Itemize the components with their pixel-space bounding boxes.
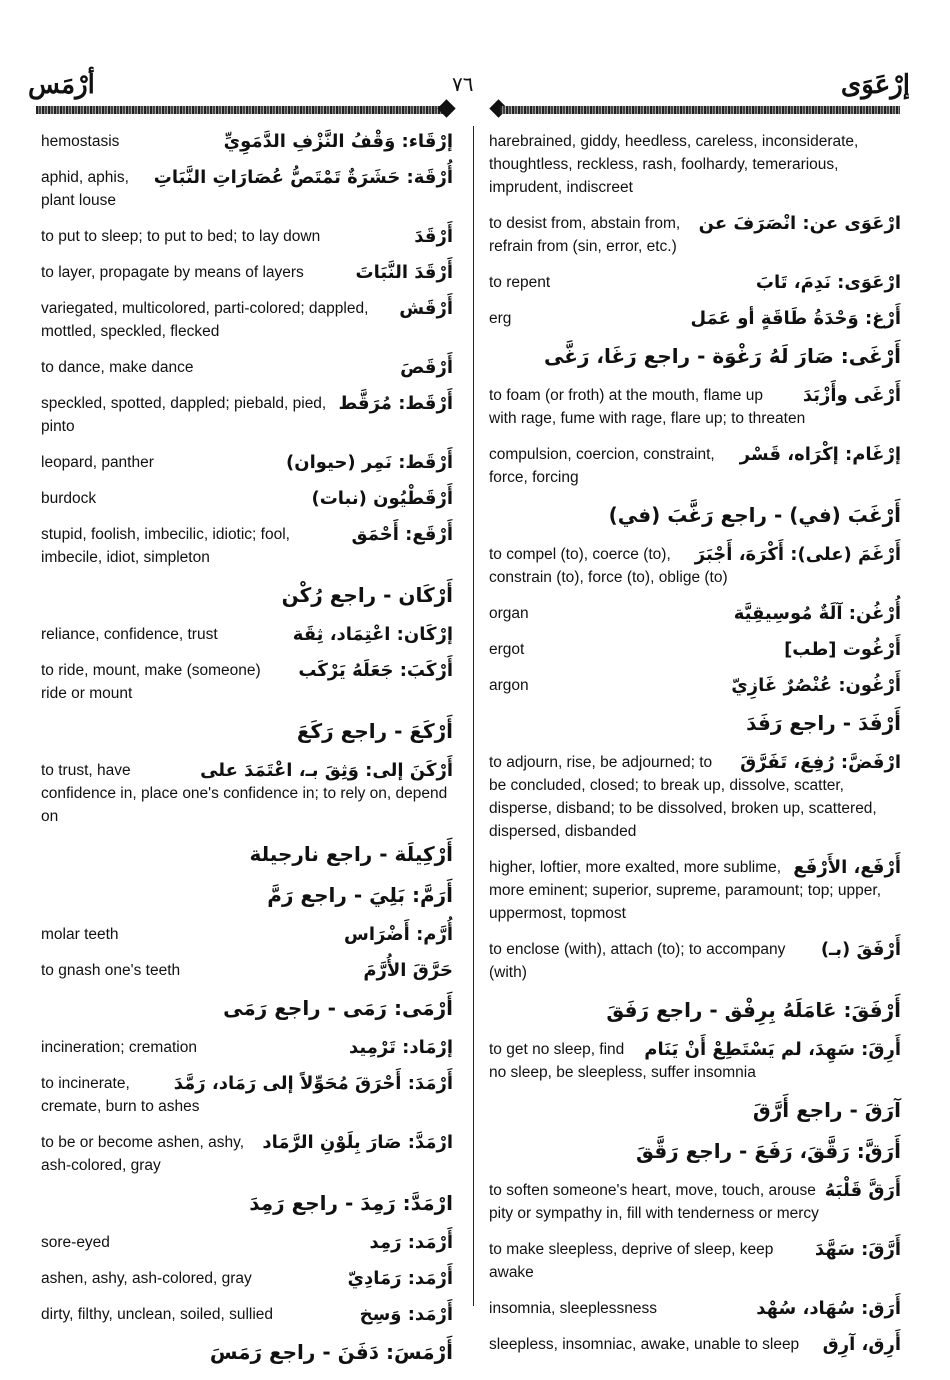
- arabic-headword: ارْعَوَى عن: انْصَرَفَ عن: [698, 213, 901, 234]
- english-definition: organ: [489, 605, 529, 622]
- english-definition: to ride, mount, make (someone) ride or mount: [41, 662, 261, 702]
- dictionary-entry: [489, 543, 901, 589]
- english-definition: to be or become ashen, ashy, ash-colored, gray: [41, 1134, 245, 1174]
- arabic-headword: أَرَّقَ: سَهَّدَ: [814, 1239, 901, 1260]
- arabic-headword: إرْمَاد: تَرْمِيد: [349, 1037, 453, 1058]
- arabic-headword: أَرْقَش: [399, 298, 453, 319]
- dictionary-entry: [41, 923, 453, 946]
- arabic-headword: أَرْقَصَ: [400, 357, 453, 378]
- arabic-headword: أَرْغَمَ (على): أَكْرَهَ، أَجْبَرَ: [694, 544, 901, 565]
- dictionary-entry: [489, 1097, 901, 1124]
- arabic-headword: أَرَمَّ: بَلِيَ - راجع رَمَّ: [267, 883, 453, 907]
- dictionary-entry: [489, 307, 901, 330]
- dictionary-entry: [489, 1333, 901, 1356]
- dictionary-entry: [489, 856, 901, 925]
- diamond-ornament-left: [437, 99, 455, 117]
- dictionary-entry: [489, 1297, 901, 1320]
- english-definition: leopard, panther: [41, 454, 154, 471]
- arabic-headword: أَرْقَدَ النَّبَاتَ: [355, 262, 453, 283]
- arabic-headword: أَرْكَبَ: جَعَلَهُ يَرْكَب: [298, 660, 453, 681]
- english-definition: reliance, confidence, trust: [41, 626, 218, 643]
- english-definition: higher, loftier, more exalted, more sublime, more eminent; superior, supreme, paramount; top; upper, uppermost, topmost: [489, 859, 882, 922]
- dictionary-entry: [41, 718, 453, 745]
- english-definition: ergot: [489, 641, 525, 658]
- arabic-headword: أَرْقَطْيُون (نبات): [311, 488, 453, 509]
- arabic-headword: أَرْقَط: نَمِر (حيوان): [286, 452, 453, 473]
- arabic-headword: أَرْمَد: رَمَادِيّ: [347, 1268, 453, 1289]
- arabic-headword: أَرْكَنَ إلى: وَثِقَ بـ، اعْتَمَدَ على: [200, 760, 453, 781]
- column-divider: [473, 126, 474, 1306]
- right-running-headword: إرْعَوَى: [840, 70, 910, 100]
- dictionary-entry: [489, 384, 901, 430]
- english-definition: to enclose (with), attach (to); to accompany (with): [489, 941, 786, 981]
- dictionary-entry: [489, 602, 901, 625]
- english-definition: variegated, multicolored, parti-colored; dappled, mottled, speckled, flecked: [41, 300, 369, 340]
- english-definition: to trust, have confidence in, place one's confidence in; to rely on, depend on: [41, 762, 448, 825]
- english-definition: insomnia, sleeplessness: [489, 1300, 658, 1317]
- english-definition: to compel (to), coerce (to), constrain (to), force (to), oblige (to): [489, 546, 728, 586]
- english-definition: to soften someone's heart, move, touch, arouse pity or sympathy in, fill with tenderness or mercy: [489, 1182, 819, 1222]
- page-header: [0, 60, 950, 120]
- left-column: [41, 130, 453, 1380]
- dictionary-entry: [489, 1038, 901, 1084]
- dictionary-entry: [41, 1303, 453, 1326]
- english-definition: incineration; cremation: [41, 1039, 197, 1056]
- english-definition: stupid, foolish, imbecilic, idiotic; fool, imbecile, idiot, simpleton: [41, 526, 290, 566]
- dictionary-entry: [489, 638, 901, 661]
- header-rule-left: [36, 106, 448, 114]
- dictionary-entry: [489, 212, 901, 258]
- english-definition: to make sleepless, deprive of sleep, keep awake: [489, 1241, 774, 1281]
- dictionary-entry: [41, 451, 453, 474]
- english-definition: to adjourn, rise, be adjourned; to be concluded, closed; to break up, dissolve, scatter, disperse, disband; to be dissolved, broken up, scattered, dispersed, disbanded: [489, 754, 877, 840]
- arabic-headword: ارْفَضَّ: رُفِعَ، تَفَرَّقَ: [740, 752, 901, 773]
- dictionary-entry: [41, 1131, 453, 1177]
- arabic-headword: أُرْغُن: آلَةٌ مُوسِيقِيَّة: [733, 603, 901, 624]
- arabic-headword: أَرْغَبَ (في) - راجع رَغَّبَ (في): [608, 503, 901, 527]
- arabic-headword: أَرْمَى: رَمَى - راجع رَمَى: [223, 996, 453, 1020]
- dictionary-entry: [41, 1190, 453, 1217]
- arabic-headword: أَرْمَد: وَسِخ: [359, 1304, 453, 1325]
- dictionary-entry: [489, 938, 901, 984]
- arabic-headword: أَرْفَقَ: عَامَلَهُ بِرِفْق - راجع رَفَقَ: [606, 998, 901, 1022]
- dictionary-entry: [41, 1036, 453, 1059]
- dictionary-entry: [41, 166, 453, 212]
- dictionary-entry: [489, 751, 901, 843]
- arabic-headword: أَرْغَى: صَارَ لَهُ رَغْوَة - راجع رَغَا، رَغَّى: [544, 344, 901, 368]
- dictionary-entry: [489, 271, 901, 294]
- dictionary-entry: [489, 343, 901, 370]
- dictionary-entry: [41, 582, 453, 609]
- arabic-headword: أَرْمَد: رَمِد: [369, 1232, 453, 1253]
- arabic-headword: أَرْقَع: أَحْمَق: [351, 524, 453, 545]
- dictionary-entry: [41, 995, 453, 1022]
- arabic-headword: حَرَّقَ الأُرَّمَ: [363, 960, 453, 981]
- dictionary-entry: [489, 502, 901, 529]
- arabic-headword: أَرْغ: وَحْدَةُ طَاقَةٍ أو عَمَل: [690, 308, 901, 329]
- arabic-headword: ارْمَدَّ: صَارَ بِلَوْنِ الرَّمَاد: [262, 1132, 453, 1153]
- dictionary-entry: [489, 130, 901, 199]
- english-definition: to incinerate, cremate, burn to ashes: [41, 1075, 200, 1115]
- arabic-headword: أُرَّم: أَضْرَاس: [344, 924, 453, 945]
- english-definition: to get no sleep, find no sleep, be sleepless, suffer insomnia: [489, 1041, 756, 1081]
- dictionary-entry: [489, 997, 901, 1024]
- dictionary-entry: [41, 1231, 453, 1254]
- arabic-headword: أَرِق، آرِق: [822, 1334, 901, 1355]
- dictionary-entry: [41, 356, 453, 379]
- english-definition: to desist from, abstain from, refrain from (sin, error, etc.): [489, 215, 681, 255]
- english-definition: speckled, spotted, dappled; piebald, pied, pinto: [41, 395, 327, 435]
- english-definition: hemostasis: [41, 133, 120, 150]
- dictionary-entry: [41, 225, 453, 248]
- english-definition: dirty, filthy, unclean, soiled, sullied: [41, 1306, 274, 1323]
- dictionary-entry: [41, 261, 453, 284]
- arabic-headword: أَرْغُون: عُنْصُرٌ غَازِيّ: [731, 675, 901, 696]
- english-definition: to gnash one's teeth: [41, 962, 181, 979]
- arabic-headword: أَرْقَدَ: [414, 226, 453, 247]
- dictionary-entry: [489, 443, 901, 489]
- english-definition: compulsion, coercion, constraint, force, forcing: [489, 446, 715, 486]
- english-definition: sore-eyed: [41, 1234, 110, 1251]
- dictionary-entry: [489, 1179, 901, 1225]
- dictionary-entry: [489, 674, 901, 697]
- arabic-headword: أَرْمَدَ: أَحْرَقَ مُحَوِّلاً إلى رَمَاد، رَمَّدَ: [173, 1073, 453, 1094]
- dictionary-entry: [41, 959, 453, 982]
- dictionary-entry: [41, 130, 453, 153]
- dictionary-entry: [41, 487, 453, 510]
- dictionary-entry: [41, 523, 453, 569]
- arabic-headword: أَرْفَقَ (بـ): [820, 939, 901, 960]
- dictionary-entry: [41, 623, 453, 646]
- arabic-headword: أَرْكَان - راجع رُكْن: [281, 583, 453, 607]
- arabic-headword: أَرْغُوت [طب]: [784, 639, 901, 660]
- english-definition: erg: [489, 310, 512, 327]
- english-definition: harebrained, giddy, heedless, careless, inconsiderate, thoughtless, reckless, rash, foolhardy, temerarious, imprudent, indiscreet: [489, 133, 859, 196]
- dictionary-entry: [41, 297, 453, 343]
- english-definition: burdock: [41, 490, 97, 507]
- arabic-headword: أَرْفَدَ - راجع رَفَدَ: [746, 711, 901, 735]
- arabic-headword: إرْغَام: إكْرَاه، قَسْر: [739, 444, 901, 465]
- arabic-headword: أَرَق: سُهَاد، سُهْد: [756, 1298, 901, 1319]
- english-definition: argon: [489, 677, 529, 694]
- dictionary-entry: [41, 882, 453, 909]
- arabic-headword: ارْعَوَى: نَدِمَ، تَابَ: [755, 272, 901, 293]
- dictionary-entry: [41, 1072, 453, 1118]
- english-definition: to put to sleep; to put to bed; to lay down: [41, 228, 321, 245]
- arabic-headword: ارْمَدَّ: رَمِدَ - راجع رَمِدَ: [249, 1191, 453, 1215]
- english-definition: to repent: [489, 274, 551, 291]
- arabic-headword: أَرْفَع، الأَرْفَع: [793, 857, 901, 878]
- english-definition: sleepless, insomniac, awake, unable to sleep: [489, 1336, 800, 1353]
- english-definition: to foam (or froth) at the mouth, flame up with rage, fume with rage, flare up; to threaten: [489, 387, 806, 427]
- dictionary-entry: [41, 759, 453, 828]
- arabic-headword: أُرْقَة: حَشَرَةٌ تَمْتَصُّ عُصَارَاتِ النَّبَاتِ: [153, 167, 453, 188]
- arabic-headword: أَرْكِيلَة - راجع نارجيلة: [249, 842, 453, 866]
- english-definition: molar teeth: [41, 926, 119, 943]
- dictionary-entry: [41, 841, 453, 868]
- arabic-headword: أَرِقَ: سَهِدَ، لم يَسْتَطِعْ أَنْ يَنَام: [644, 1039, 901, 1060]
- header-rule-right: [500, 106, 900, 114]
- arabic-headword: أَرْقَط: مُرَقَّط: [338, 393, 453, 414]
- english-definition: aphid, aphis, plant louse: [41, 169, 129, 209]
- arabic-headword: آرَقَ - راجع أَرَّقَ: [752, 1098, 901, 1122]
- right-column: [489, 130, 901, 1369]
- arabic-headword: أَرَقَّ قَلْبَهُ: [824, 1180, 901, 1201]
- arabic-headword: أَرْغَى وأَزْبَدَ: [802, 385, 901, 406]
- english-definition: to dance, make dance: [41, 359, 194, 376]
- dictionary-entry: [489, 710, 901, 737]
- arabic-headword: أَرْمَسَ: دَفَنَ - راجع رَمَسَ: [209, 1340, 453, 1364]
- dictionary-entry: [41, 659, 453, 705]
- dictionary-entry: [41, 1267, 453, 1290]
- english-definition: to layer, propagate by means of layers: [41, 264, 304, 281]
- english-definition: ashen, ashy, ash-colored, gray: [41, 1270, 252, 1287]
- arabic-headword: إرْكَان: اعْتِمَاد، ثِقَة: [292, 624, 453, 645]
- left-running-headword: أرْمَس: [28, 70, 95, 100]
- page-number: ٧٦: [452, 72, 474, 96]
- arabic-headword: إرْقَاء: وَقْفُ النَّزْفِ الدَّمَوِيِّ: [223, 131, 453, 152]
- arabic-headword: أَرْكَعَ - راجع رَكَعَ: [296, 719, 453, 743]
- arabic-headword: أَرَقَّ: رَقَّقَ، رَفَعَ - راجع رَقَّقَ: [636, 1139, 901, 1163]
- dictionary-entry: [489, 1238, 901, 1284]
- dictionary-entry: [41, 1339, 453, 1366]
- dictionary-entry: [41, 392, 453, 438]
- dictionary-entry: [489, 1138, 901, 1165]
